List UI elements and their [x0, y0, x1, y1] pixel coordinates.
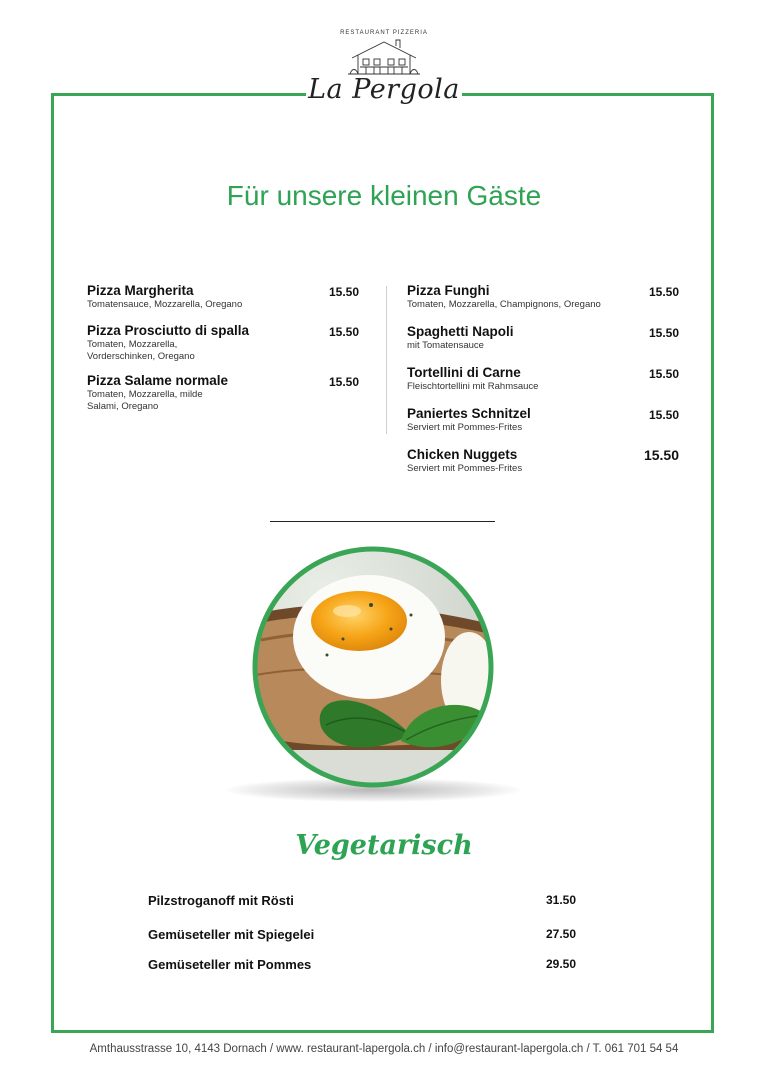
menu-item-description: Serviert mit Pommes-Frites	[407, 463, 523, 474]
house-illustration	[346, 38, 422, 78]
menu-item-name: Spaghetti Napoli	[407, 324, 514, 339]
menu-item	[407, 447, 679, 475]
vegetarian-item-price: 27.50	[545, 927, 576, 941]
menu-item-price: 15.50	[648, 326, 679, 340]
menu-item-name: Pizza Salame normale	[87, 373, 229, 388]
kids-menu-left-column	[87, 283, 359, 413]
menu-item-description: Tomaten, Mozzarella, milde Salami, Oregano	[87, 389, 203, 412]
menu-item	[407, 324, 679, 352]
vegetarian-item-price: 29.50	[545, 957, 576, 971]
menu-item-name: Paniertes Schnitzel	[407, 406, 531, 421]
page-title: Für unsere kleinen Gäste	[226, 180, 542, 211]
menu-item-name: Pizza Funghi	[407, 283, 490, 298]
menu-item	[407, 365, 679, 393]
vegetarian-item-name: Gemüseteller mit Pommes	[148, 957, 312, 972]
menu-item-description: Tomatensauce, Mozzarella, Oregano	[87, 299, 243, 310]
menu-item-name: Tortellini di Carne	[407, 365, 521, 380]
fried-egg-toast-photo	[251, 545, 495, 789]
menu-item	[407, 406, 679, 434]
menu-item-description: Tomaten, Mozzarella, Champignons, Oregano	[407, 299, 601, 310]
kids-menu-right-column	[407, 283, 679, 488]
menu-item-price: 15.50	[648, 408, 679, 422]
menu-item	[87, 283, 359, 311]
section-divider	[270, 521, 495, 522]
menu-item-price: 15.50	[643, 447, 679, 463]
vegetarian-heading: Vegetarisch	[295, 830, 473, 861]
menu-item-name: Pizza Prosciutto di spalla	[87, 323, 250, 338]
menu-item-description: mit Tomatensauce	[407, 340, 484, 351]
vegetarian-item-name: Pilzstroganoff mit Rösti	[148, 893, 294, 908]
vegetarian-item-price: 31.50	[545, 893, 576, 907]
menu-item-name: Chicken Nuggets	[407, 447, 518, 462]
menu-item	[87, 323, 359, 363]
vegetarian-item	[148, 892, 576, 910]
menu-item-description: Tomaten, Mozzarella, Vorderschinken, Oregano	[87, 339, 195, 362]
menu-item-name: Pizza Margherita	[87, 283, 194, 298]
column-divider	[386, 286, 387, 434]
restaurant-logo	[306, 24, 462, 114]
menu-item-price: 15.50	[328, 325, 359, 339]
menu-item-price: 15.50	[648, 367, 679, 381]
menu-item-description: Serviert mit Pommes-Frites	[407, 422, 523, 433]
menu-item	[407, 283, 679, 311]
menu-item-price: 15.50	[648, 285, 679, 299]
vegetarian-item	[148, 926, 576, 944]
contact-footer: Amthausstrasse 10, 4143 Dornach / www. restaurant-lapergola.ch / info@restaurant-lapergola.ch / T. 061 701 54 54	[89, 1043, 679, 1055]
menu-item-price: 15.50	[328, 375, 359, 389]
vegetarian-item-name: Gemüseteller mit Spiegelei	[148, 927, 315, 942]
logo-tagline: RESTAURANT PIZZERIA	[340, 30, 428, 36]
menu-item-price: 15.50	[328, 285, 359, 299]
vegetarian-item	[148, 956, 576, 974]
logo-name: La Pergola	[308, 74, 460, 105]
menu-item-description: Fleischtortellini mit Rahmsauce	[407, 381, 539, 392]
menu-item	[87, 373, 359, 413]
